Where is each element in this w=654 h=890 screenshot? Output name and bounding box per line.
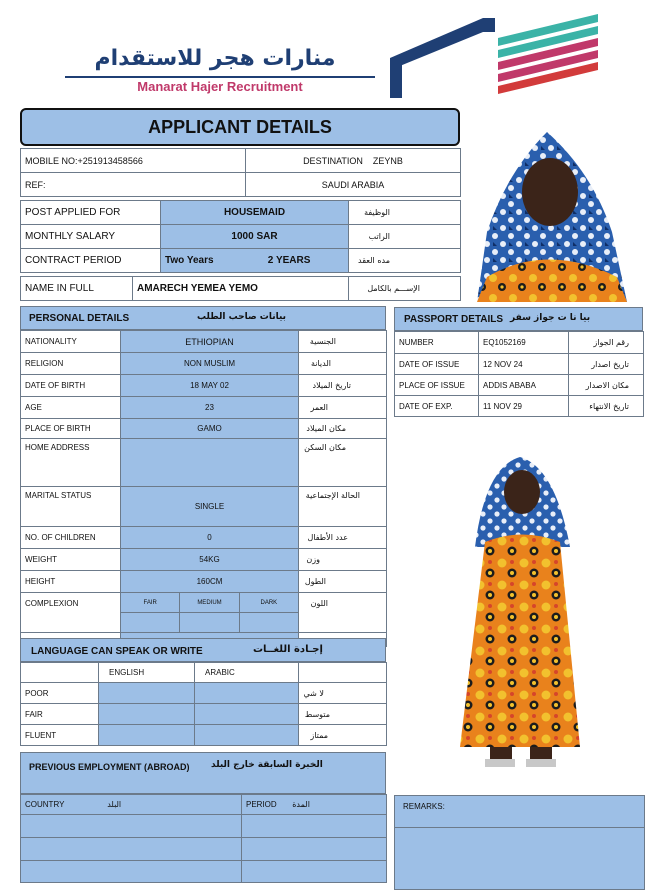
poor-label: POOR (21, 683, 99, 704)
dob-label-ar: تاريخ الميلاد (299, 375, 387, 397)
name-table (20, 276, 461, 301)
table-row (21, 663, 387, 683)
employment-country-cell (21, 815, 242, 838)
employment-country-cell (21, 838, 242, 861)
marital-label-ar: الحالة الإجتماعية (299, 487, 387, 527)
age-label: AGE (21, 397, 121, 419)
weight-value: 54KG (121, 549, 299, 571)
post-value: HOUSEMAID (161, 201, 349, 225)
employment-period-cell (242, 838, 387, 861)
table-row (21, 331, 387, 353)
logo-divider (65, 76, 375, 78)
poor-label-ar: لا شي (299, 683, 387, 704)
children-label: NO. OF CHILDREN (21, 527, 121, 549)
children-value: 0 (121, 527, 299, 549)
table-row (395, 396, 644, 417)
job-table (20, 200, 461, 273)
language-corner-right (299, 663, 387, 683)
house-logo-icon (388, 10, 598, 100)
nationality-label: NATIONALITY (21, 331, 121, 353)
personal-details-table (20, 330, 387, 647)
poor-arabic (195, 683, 299, 704)
period-label: PERIOD (246, 800, 277, 809)
children-label-ar: عدد الأطفال (299, 527, 387, 549)
salary-label-ar: الراتب (349, 225, 461, 249)
language-table (20, 662, 387, 746)
table-row (21, 571, 387, 593)
country-header (21, 795, 242, 815)
english-column-header: ENGLISH (99, 663, 195, 683)
birthplace-value: GAMO (121, 419, 299, 439)
page-title: APPLICANT DETAILS (20, 108, 460, 146)
name-value: AMARECH YEMEA YEMO (133, 277, 349, 301)
employment-title-ar: الخبرة السابقة خارج البلد (211, 760, 323, 770)
contract-label-ar: مده العقد (349, 249, 461, 273)
remarks-box (394, 795, 645, 890)
complexion-fair: FAIR (121, 593, 180, 612)
table-row (21, 704, 387, 725)
table-row (21, 861, 387, 883)
destination (246, 149, 461, 173)
contract-label: CONTRACT PERIOD (21, 249, 161, 273)
employment-country-cell (21, 861, 242, 883)
logo-latin-name: Manarat Hajer Recruitment (137, 79, 303, 94)
employment-table (20, 794, 387, 883)
table-row (21, 527, 387, 549)
salary-label: MONTHLY SALARY (21, 225, 161, 249)
age-label-ar: العمر (299, 397, 387, 419)
weight-label: WEIGHT (21, 549, 121, 571)
religion-label-ar: الديانة (299, 353, 387, 375)
table-row (21, 815, 387, 838)
passport-number-label-ar: رقم الجواز (569, 332, 644, 354)
destination-label: DESTINATION (303, 155, 363, 166)
arabic-column-header: ARABIC (195, 663, 299, 683)
contract-value-words: Two Years (165, 255, 214, 266)
table-row (21, 838, 387, 861)
dob-label: DATE OF BIRTH (21, 375, 121, 397)
table-row (21, 487, 387, 527)
logo (55, 10, 645, 102)
table-row (395, 332, 644, 354)
applicant-full-body-photo (430, 447, 630, 783)
issue-date-label: DATE OF ISSUE (395, 354, 479, 375)
table-row (21, 725, 387, 746)
passport-details-title-ar: بيا نا ت جواز سفر (510, 313, 591, 323)
table-row (21, 375, 387, 397)
table-row (21, 353, 387, 375)
expiry-value: 11 NOV 29 (479, 396, 569, 417)
address-value (121, 439, 299, 487)
expiry-label-ar: تاريخ الانتهاء (569, 396, 644, 417)
language-corner (21, 663, 99, 683)
destination-country: SAUDI ARABIA (246, 173, 461, 197)
name-label-ar: الإســـم بالكامل (349, 277, 461, 301)
height-label-ar: الطول (299, 571, 387, 593)
marital-label: MARITAL STATUS (21, 487, 121, 527)
table-row (21, 419, 387, 439)
country-label: COUNTRY (25, 800, 65, 809)
post-label-ar: الوظيفة (349, 201, 461, 225)
nationality-value: ETHIOPIAN (121, 331, 299, 353)
salary-value: 1000 SAR (161, 225, 349, 249)
table-row (21, 439, 387, 487)
personal-details-title: PERSONAL DETAILS (29, 313, 130, 324)
complexion-dark-cell (240, 613, 298, 632)
name-label: NAME IN FULL (21, 277, 133, 301)
nationality-label-ar: الجنسية (299, 331, 387, 353)
complexion-grid (121, 593, 299, 633)
religion-value: NON MUSLIM (121, 353, 299, 375)
complexion-medium-cell (180, 613, 239, 632)
weight-label-ar: وزن (299, 549, 387, 571)
table-row (21, 593, 387, 633)
remarks-label: REMARKS: (395, 796, 644, 828)
table-row (21, 549, 387, 571)
complexion-label-ar: اللون (299, 593, 387, 633)
passport-number-label: NUMBER (395, 332, 479, 354)
issue-place-label-ar: مكان الاصدار (569, 375, 644, 396)
marital-value: SINGLE (121, 487, 299, 527)
fair-label-ar: متوسط (299, 704, 387, 725)
height-label: HEIGHT (21, 571, 121, 593)
passport-details-header (394, 307, 643, 331)
contract-value-caps: 2 YEARS (267, 255, 311, 266)
issue-place-value: ADDIS ABABA (479, 375, 569, 396)
fluent-label-ar: ممتاز (299, 725, 387, 746)
complexion-medium: MEDIUM (180, 593, 239, 612)
passport-details-title: PASSPORT DETAILS (404, 314, 504, 325)
fair-label: FAIR (21, 704, 99, 725)
personal-details-title-ar: بيانات صاحب الطلب (197, 312, 287, 322)
issue-place-label: PLACE OF ISSUE (395, 375, 479, 396)
religion-label: RELIGION (21, 353, 121, 375)
employment-period-cell (242, 861, 387, 883)
table-row (21, 397, 387, 419)
applicant-portrait-photo (467, 112, 632, 302)
logo-arabic-name: منارات هجر للاستقدام (94, 46, 336, 71)
destination-value: ZEYNB (372, 155, 403, 166)
employment-period-cell (242, 815, 387, 838)
issue-date-value: 12 NOV 24 (479, 354, 569, 375)
address-label-ar: مكان السكن (299, 439, 387, 487)
post-label: POST APPLIED FOR (21, 201, 161, 225)
table-row (21, 795, 387, 815)
employment-title: PREVIOUS EMPLOYMENT (ABROAD) (29, 762, 190, 772)
height-value: 160CM (121, 571, 299, 593)
table-row (395, 375, 644, 396)
passport-number-value: EQ1052169 (479, 332, 569, 354)
issue-date-label-ar: تاريخ اصدار (569, 354, 644, 375)
language-title: LANGUAGE CAN SPEAK OR WRITE (31, 646, 203, 657)
personal-details-header (20, 306, 386, 330)
fluent-english (99, 725, 195, 746)
expiry-label: DATE OF EXP. (395, 396, 479, 417)
period-header (242, 795, 387, 815)
address-label: HOME ADDRESS (21, 439, 121, 487)
language-title-ar: إجـادة اللغــات (253, 644, 323, 655)
passport-table (394, 331, 644, 417)
fair-english (99, 704, 195, 725)
mobile-number: MOBILE NO:+251913458566 (21, 149, 246, 173)
contact-table (20, 148, 461, 197)
contract-value (161, 249, 349, 273)
fluent-label: FLUENT (21, 725, 99, 746)
poor-english (99, 683, 195, 704)
ref-label: REF: (21, 173, 246, 197)
complexion-label: COMPLEXION (21, 593, 121, 633)
age-value: 23 (121, 397, 299, 419)
birthplace-label-ar: مكان الميلاد (299, 419, 387, 439)
fair-arabic (195, 704, 299, 725)
complexion-dark: DARK (240, 593, 298, 612)
dob-value: 18 MAY 02 (121, 375, 299, 397)
fluent-arabic (195, 725, 299, 746)
table-row (21, 683, 387, 704)
country-label-ar: البلد (107, 800, 122, 809)
birthplace-label: PLACE OF BIRTH (21, 419, 121, 439)
period-label-ar: المدة (292, 800, 310, 809)
language-header (20, 638, 386, 662)
employment-header (20, 752, 386, 794)
complexion-fair-cell (121, 613, 180, 632)
table-row (395, 354, 644, 375)
